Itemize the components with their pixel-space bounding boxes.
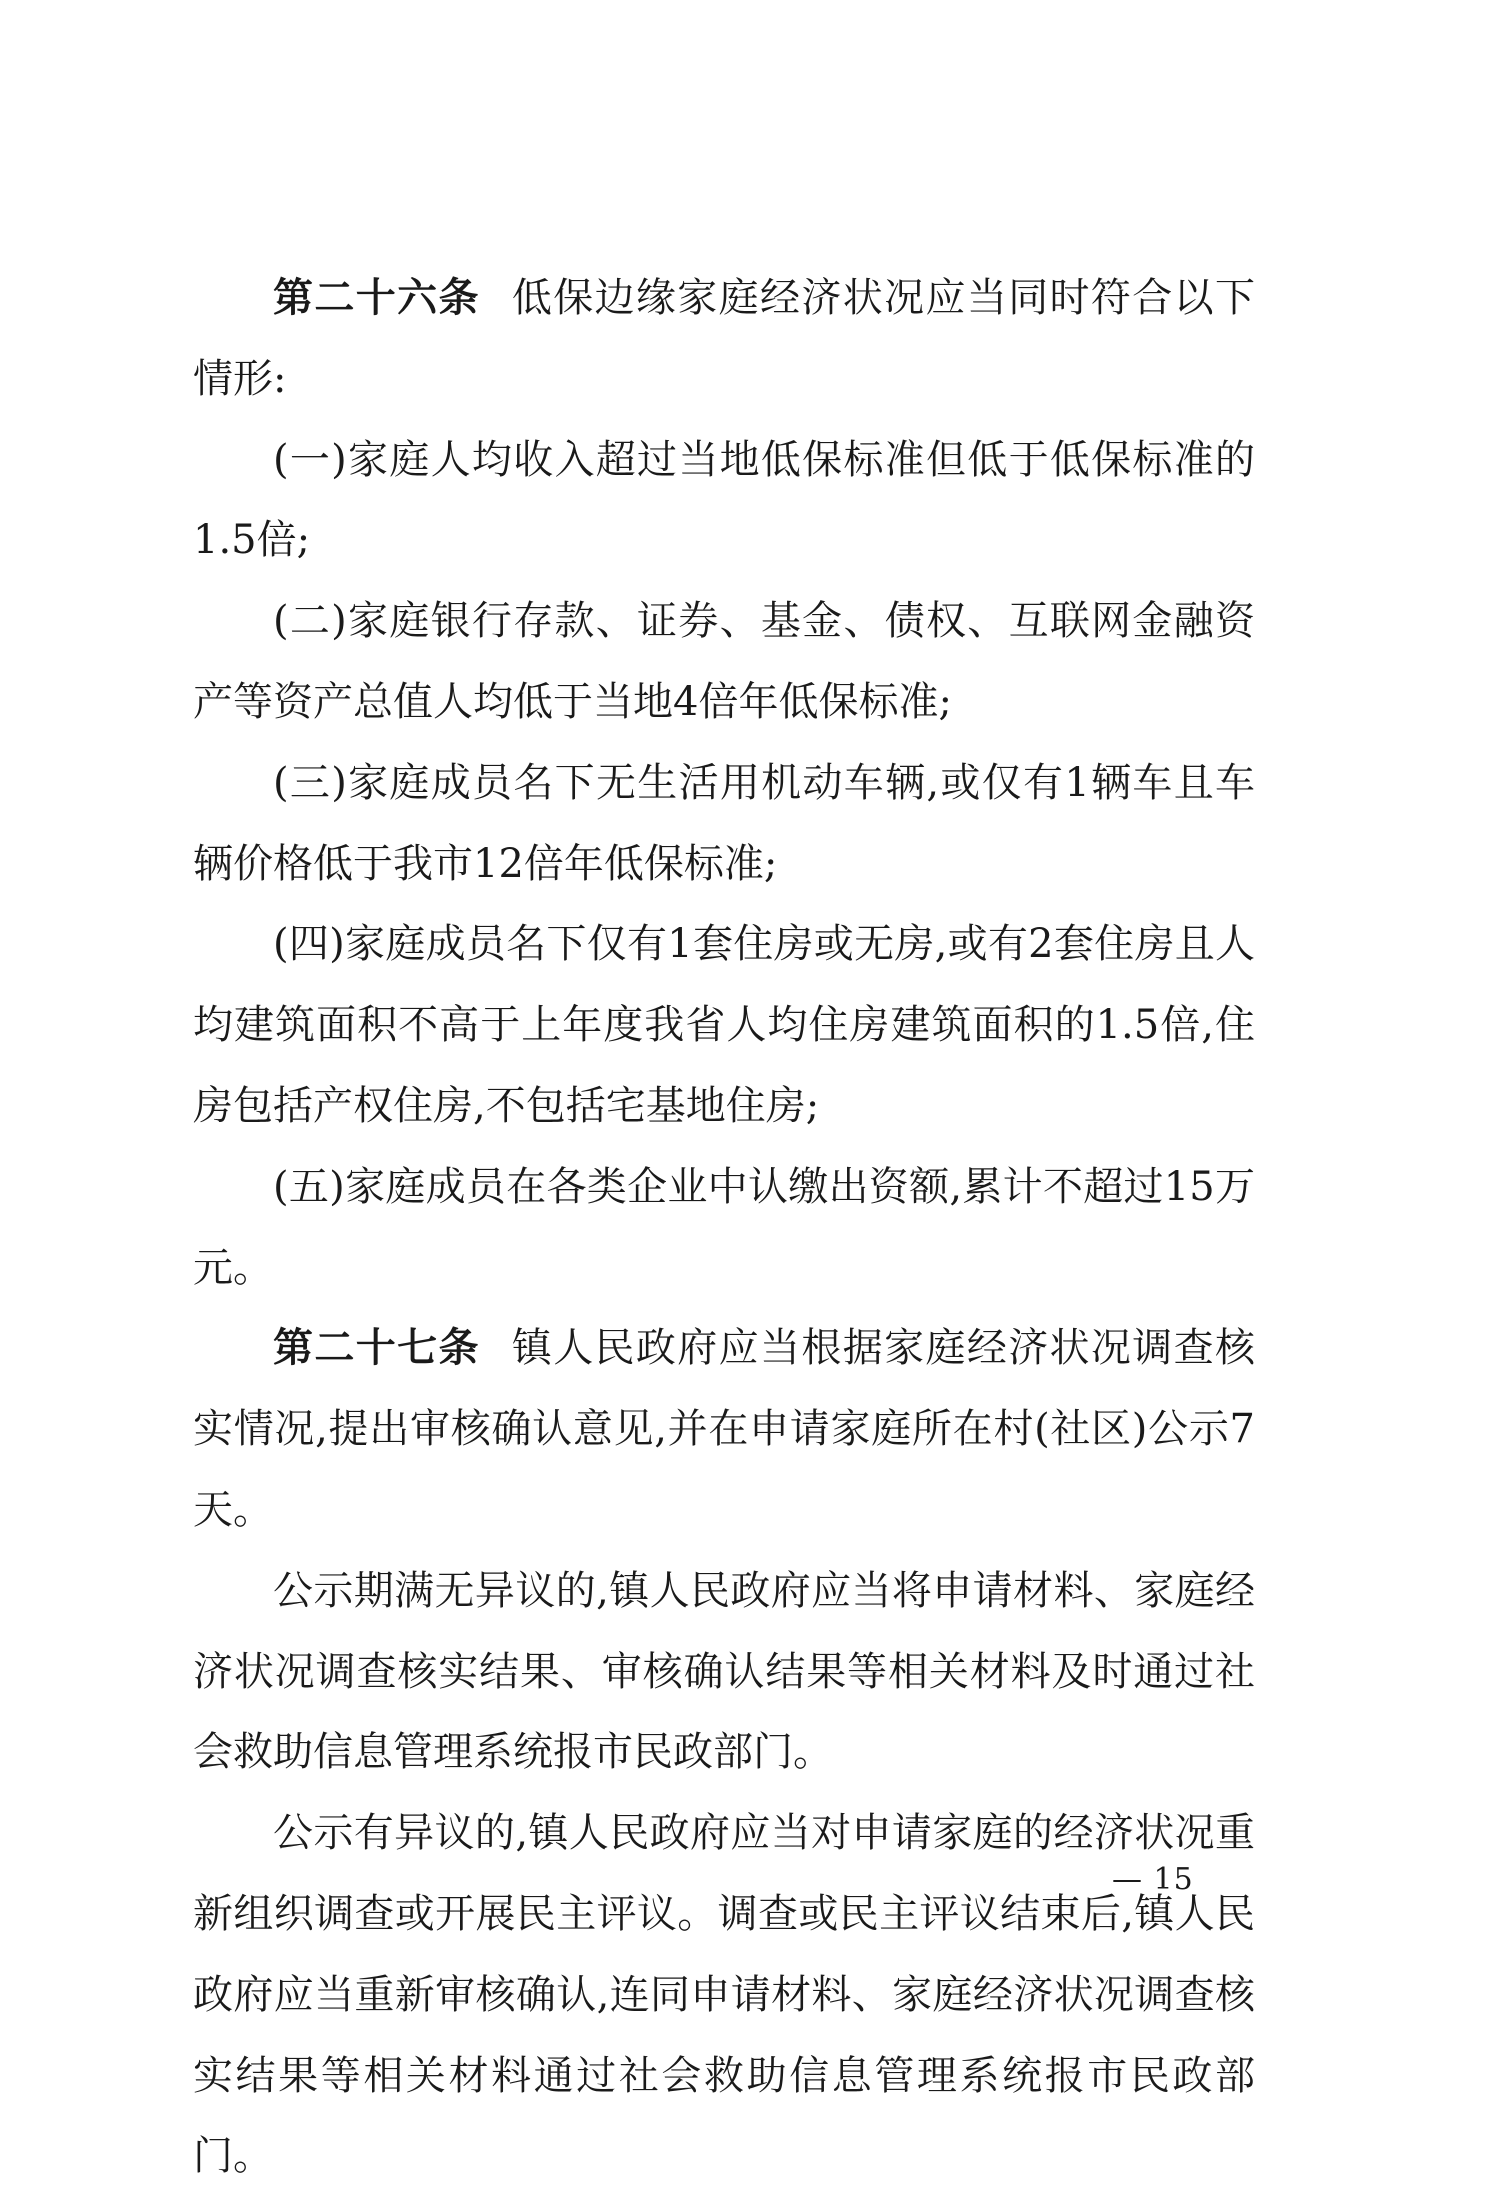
article-26-label: 第二十六条 <box>273 274 480 321</box>
article-27-paragraph-2: 公示有异议的,镇人民政府应当对申请家庭的经济状况重新组织调查或开展民主评议。调查或民主评议结束后,镇人民政府应当重新审核确认,连同申请材料、家庭经济状况调查核实结果等相关材料通过社会救助信息管理系统报市民政部门。 <box>193 1810 1255 2180</box>
article-26-item-2: (二)家庭银行存款、证券、基金、债权、互联网金融资产等资产总值人均低于当地4倍年低保标准; <box>193 598 1255 725</box>
article-27-label: 第二十七条 <box>273 1324 480 1372</box>
article-26-item-1: (一)家庭人均收入超过当地低保标准但低于低保标准的1.5倍; <box>193 436 1255 564</box>
document-body <box>193 258 1255 2197</box>
article-26-intro: 低保边缘家庭经济状况应当同时符合以下情形: <box>193 275 1256 402</box>
article-27-heading-paragraph <box>193 1308 1255 1550</box>
article-26-item-3: (三)家庭成员名下无生活用机动车辆,或仅有1辆车且车辆价格低于我市12倍年低保标准; <box>193 759 1255 887</box>
article-27-intro: 镇人民政府应当根据家庭经济状况调查核实情况,提出审核确认意见,并在申请家庭所在村(社区)公示7天。 <box>193 1325 1256 1533</box>
article-27-paragraph-1: 公示期满无异议的,镇人民政府应当将申请材料、家庭经济状况调查核实结果、审核确认结果等相关材料及时通过社会救助信息管理系统报市民政部门。 <box>193 1567 1255 1776</box>
article-26-heading-paragraph <box>193 258 1255 420</box>
article-26-item-4: (四)家庭成员名下仅有1套住房或无房,或有2套住房且人均建筑面积不高于上年度我省人均住房建筑面积的1.5倍,住房包括产权住房,不包括宅基地住房; <box>193 921 1255 1129</box>
article-26-item-5: (五)家庭成员在各类企业中认缴出资额,累计不超过15万元。 <box>193 1163 1255 1291</box>
page-number: — 15 <box>1112 1862 1194 1897</box>
